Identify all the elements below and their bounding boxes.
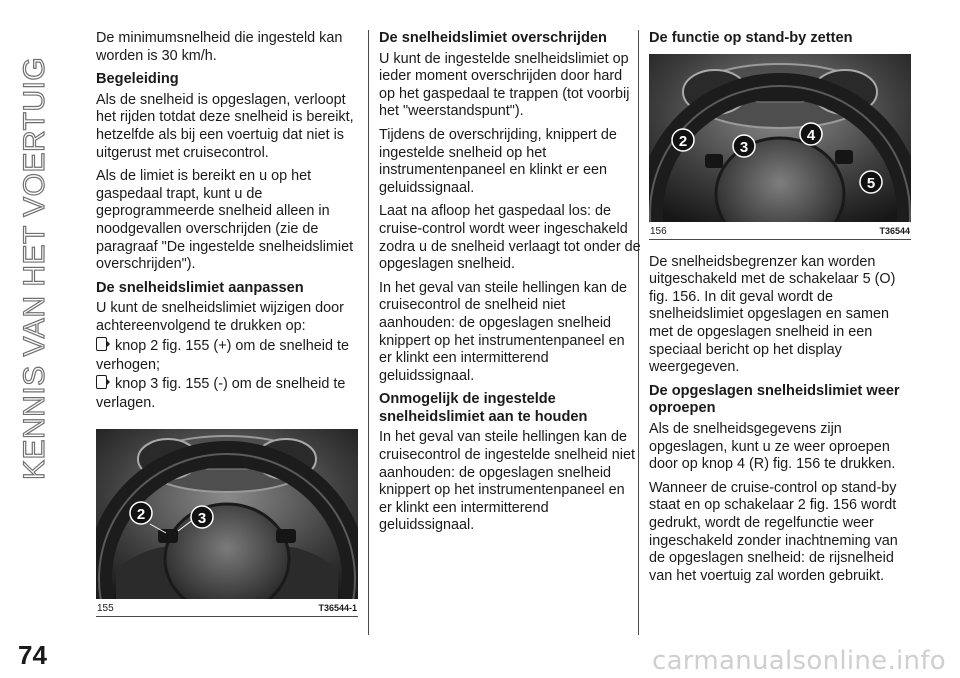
callout-2: 2: [136, 505, 146, 523]
column-divider: [368, 30, 369, 635]
page-number: 74: [18, 640, 47, 670]
figure-code: T36544-1: [318, 602, 357, 613]
bullet-arrow-icon: [96, 337, 107, 351]
heading-aanpassen: De snelheidslimiet aanpassen: [96, 279, 304, 296]
heading-begeleiding: Begeleiding: [96, 71, 179, 88]
paragraph: Wanneer de cruise-control op stand-by staat en op schakelaar 2 fig. 156 wordt gedrukt, wordt de regelfunctie weer ingeschakeld zonder inachtneming van de opgeslagen snelheid: de rijsnelheid van het voertuig zal worden gebruikt.: [649, 479, 898, 584]
figure-number: 156: [650, 225, 667, 237]
figure-caption: [96, 603, 358, 614]
column-1: [96, 30, 358, 617]
figure-155: [96, 429, 358, 617]
caption-rule: [96, 616, 358, 617]
paragraph: U kunt de ingestelde snelheidslimiet op ieder moment overschrijden door hard op het gaspedaal te trappen (tot voorbij het "weerstandspunt").: [379, 50, 630, 120]
caption-rule: [649, 239, 911, 240]
heading-onmogelijk: Onmogelijk de ingestelde snelheidslimiet aan te houden: [379, 391, 588, 425]
figure-156: [649, 54, 911, 240]
list-item: [96, 337, 358, 375]
display-readout: 888: [769, 86, 791, 101]
paragraph: De snelheidsbegrenzer kan worden uitgeschakeld met de schakelaar 5 (O) fig. 156. In dit geval wordt de snelheidslimiet opgeslagen en samen met de opgeslagen snelheid in een speciaal bericht op het display weergegeven.: [649, 253, 896, 376]
figure-caption: [649, 226, 911, 237]
paragraph: De minimumsnelheid die ingesteld kan worden is 30 km/h.: [96, 30, 343, 64]
steering-wheel-photo: [649, 54, 911, 222]
paragraph: Laat na afloop het gaspedaal los: de cruise-control wordt weer ingeschakeld zodra u de snelheid verlaagt tot onder de opgeslagen snelheid.: [379, 203, 641, 273]
paragraph: Als de snelheidsgegevens zijn opgeslagen, kunt u ze weer oproepen door op knop 4 (R) fig. 156 te drukken.: [649, 420, 896, 473]
paragraph: U kunt de snelheidslimiet wijzigen door achtereenvolgend te drukken op:: [96, 300, 344, 334]
callout-4: 4: [806, 126, 816, 144]
steering-wheel-photo: [96, 429, 358, 599]
heading-standby: De functie op stand-by zetten: [649, 30, 853, 46]
paragraph: In het geval van steile hellingen kan de cruisecontrol de snelheid niet aanhouden: de opgeslagen snelheid knippert op het instrumentenpaneel en er klinkt een intermitterend geluidssignaal.: [379, 279, 628, 384]
figure-number: 155: [97, 602, 114, 614]
callout-3: 3: [739, 138, 749, 156]
heading-oproepen: De opgeslagen snelheidslimiet weer oproepen: [649, 382, 900, 417]
paragraph: In het geval van steile hellingen kan de cruisecontrol de ingestelde snelheid niet aanhouden: de opgeslagen snelheid knippert op het instrumentenpaneel en er klinkt een intermitterend geluidssignaal.: [379, 429, 635, 534]
section-side-title: KENNIS VAN HET VOERTUIG: [18, 56, 51, 480]
callout-2: 2: [678, 132, 688, 150]
paragraph: Tijdens de overschrijding, knippert de ingestelde snelheid op het instrumentenpaneel en klinkt er een geluidssignaal.: [379, 126, 617, 196]
heading-overschrijden: De snelheidslimiet overschrijden: [379, 30, 607, 46]
watermark: carmanualsonline.info: [651, 646, 946, 676]
column-2: [379, 30, 641, 541]
list-item-text: knop 3 fig. 155 (-) om de snelheid te verlagen.: [96, 375, 346, 411]
callout-3: 3: [197, 509, 207, 527]
figure-code: T36544: [879, 225, 910, 236]
paragraph: Als de snelheid is opgeslagen, verloopt het rijden totdat deze snelheid is bereikt, hetzelfde als bij een voertuig dat niet is uitgerust met cruisecontrol.: [96, 91, 354, 161]
bullet-arrow-icon: [96, 375, 107, 389]
callout-5: 5: [866, 174, 876, 192]
column-3: [649, 30, 911, 591]
paragraph: Als de limiet is bereikt en u op het gaspedaal trapt, kunt u de geprogrammeerde snelheid alleen in noodgevallen overschrijden (zie de paragraaf "De ingestelde snelheidslimiet overschrijden").: [96, 168, 354, 273]
list-item: [96, 375, 358, 413]
list-item-text: knop 2 fig. 155 (+) om de snelheid te verhogen;: [96, 337, 349, 373]
display-readout: 888: [216, 453, 238, 468]
